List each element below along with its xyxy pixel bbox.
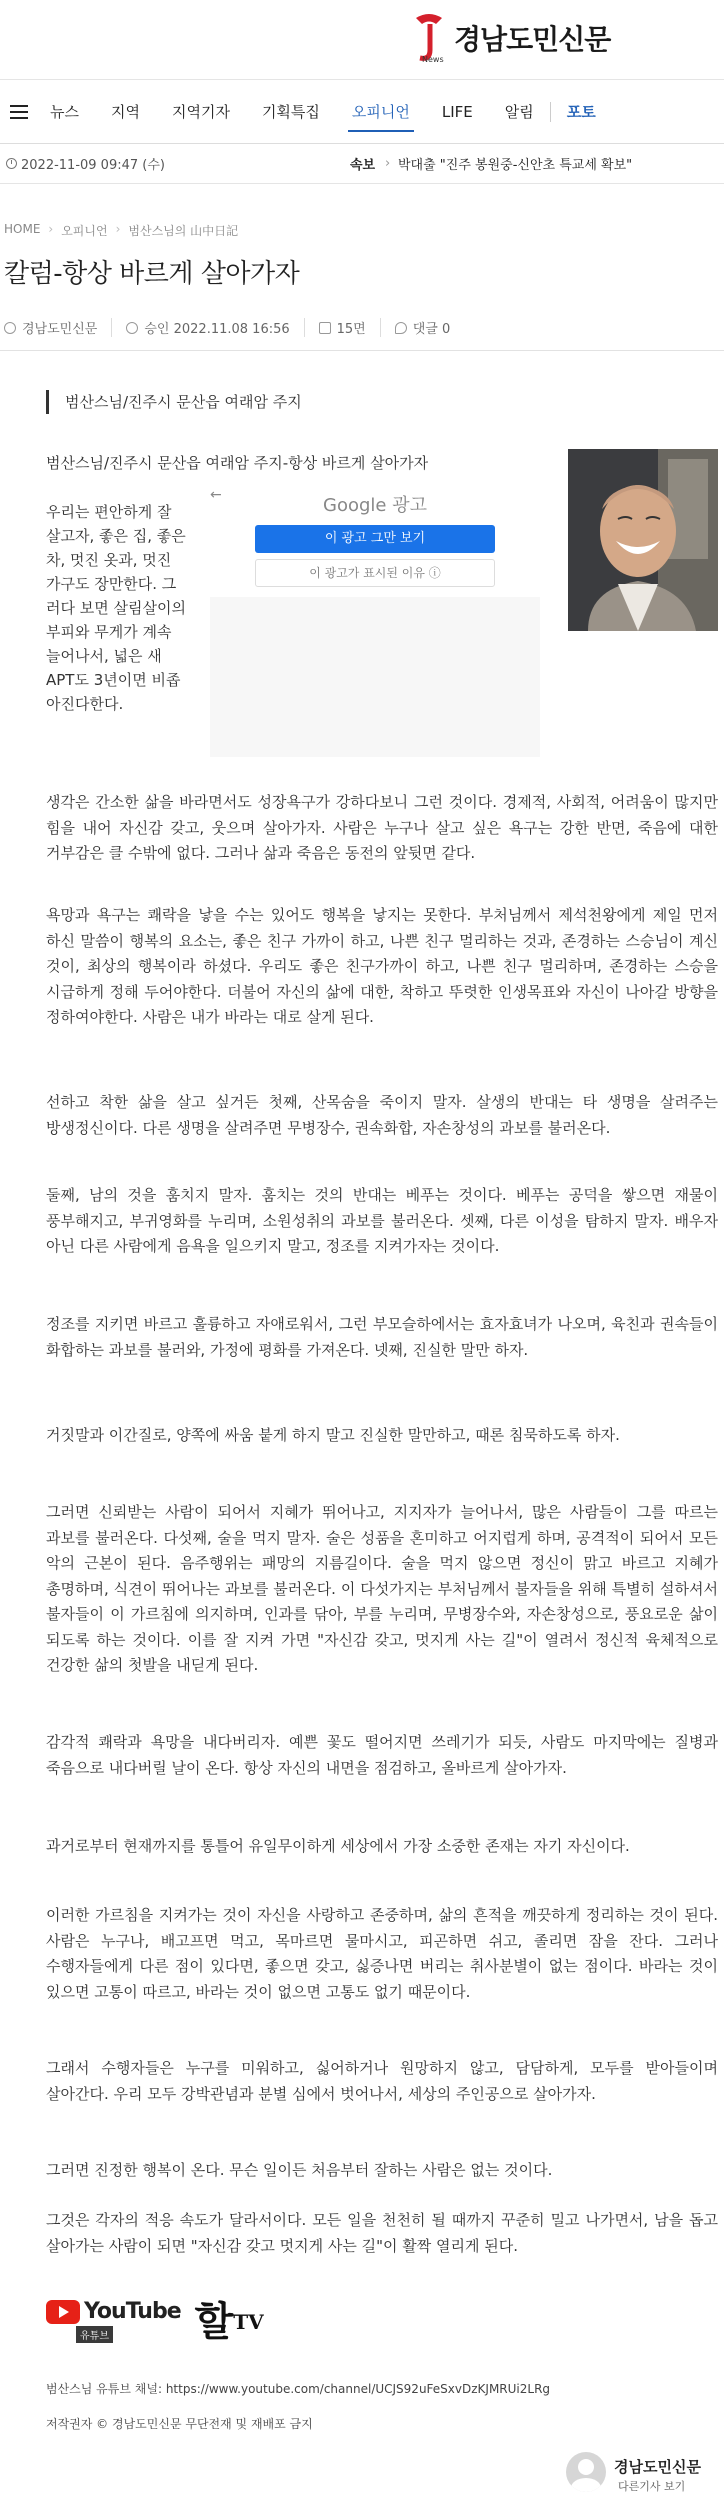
breaking-headline[interactable]: 박대출 "진주 봉원중-신안초 특교세 확보" xyxy=(398,158,633,173)
youtube-logo xyxy=(46,2300,181,2343)
svg-text:News: News xyxy=(422,55,444,64)
youtube-wordmark: YouTube xyxy=(84,2299,181,2324)
article-paragraph: 생각은 간소한 삶을 바라면서도 성장욕구가 강하다보니 그런 것이다. 경제적, 사회적, 어려움이 많지만 힘을 내어 자신감 갖고, 웃으며 살아가자. 사람은 누구나 살고 싶은 욕구는 강한 반면, 죽음에 대한 거부감은 클 수밖에 없다. 그러나 삶과 죽음은 동전의 앞뒷면 같다. xyxy=(46,793,718,862)
article-paragraph: 감각적 쾌락과 욕망을 내다버리자. 예쁜 꽃도 떨어지면 쓰레기가 되듯, 사람도 마지막에는 질병과 죽음으로 내다버릴 날이 온다. 항상 자신의 내면을 점검하고, 올바르게 살아가자. xyxy=(46,1733,718,1777)
breadcrumb-home[interactable]: HOME xyxy=(4,222,41,236)
approved-date: 승인 2022.11.08 16:56 xyxy=(144,322,290,337)
back-arrow-icon[interactable]: ← xyxy=(210,487,222,503)
nav-item-opinion[interactable]: 오피니언 xyxy=(336,80,426,144)
channel-brand-tv: TV xyxy=(233,2309,264,2334)
author-name: 경남도민신문 xyxy=(22,322,98,337)
article-paragraph: 선하고 착한 삶을 살고 싶거든 첫째, 산목숨을 죽이지 말자. 살생의 반대는 타 생명을 살려주는 방생정신이다. 다른 생명을 살려주면 무병장수, 권속화합, 자손창성의 과보를 불러온다. xyxy=(46,1093,718,1137)
reporter-card[interactable] xyxy=(566,2452,724,2495)
ad-slot xyxy=(210,487,540,757)
youtube-banner[interactable] xyxy=(46,2297,264,2345)
meta-approved xyxy=(126,318,304,337)
author-photo xyxy=(568,449,718,631)
page-number: 15면 xyxy=(336,322,366,337)
channel-brand: 할 xyxy=(194,2297,234,2345)
site-header xyxy=(0,0,724,80)
breadcrumb-section[interactable]: 범산스님의 山中日記 xyxy=(128,224,239,238)
avatar xyxy=(566,2452,606,2492)
comment-icon xyxy=(395,322,407,334)
article-paragraph: 그러면 진정한 행복이 온다. 무슨 일이든 처음부터 잘하는 사람은 없는 것이다. xyxy=(46,2161,553,2179)
nav-item-local-reporter[interactable]: 지역기자 xyxy=(171,102,230,121)
article-paragraph: 욕망과 욕구는 쾌락을 낳을 수는 있어도 행복을 낳지는 못한다. 부처님께서 제석천왕에게 제일 먼저 하신 말씀이 행복의 요소는, 좋은 친구 가까이 하고, 나쁜 친구 멀리하는 것과, 존경하는 스승님이 계신 것이, 최상의 행복이라 하셨다. 우리도 좋은 친구가까이 하고, 나쁜 친구 멀리하며, 존경하는 스승을 시급하게 정해 두어야한다. 더불어 자신의 삶에 대한, 착하고 뚜렷한 인생목표와 자신이 나아갈 방향을 정하여야한다. 사람은 내가 바라는 대로 살게 된다. xyxy=(46,906,718,1026)
youtube-sub-label: 유튜브 xyxy=(76,2326,113,2343)
datetime-text: 2022-11-09 09:47 (수) xyxy=(21,158,165,173)
article-intro: 우리는 편안하게 잘 살고자, 좋은 집, 좋은 차, 멋진 옷과, 멋진 가구도 장만한다. 그러다 보면 살림살이의 부피와 무게가 계속 늘어나서, 넓은 새 APT도 3년이면 비좁아진다한다. xyxy=(46,503,186,713)
copyright-notice: 저작권자 © 경남도민신문 무단전재 및 재배포 금지 xyxy=(46,2417,313,2431)
menu-icon[interactable] xyxy=(4,97,34,127)
ticker-bar xyxy=(0,144,724,184)
youtube-channel-link[interactable]: 범산스님 유튜브 채널: https://www.youtube.com/channel/UCJS92uFeSxvDzKJMRUi2LRg xyxy=(46,2382,551,2396)
channel-logo xyxy=(194,2297,264,2345)
breadcrumb xyxy=(4,222,238,239)
article-paragraph: 그래서 수행자들은 누구를 미워하고, 싫어하거나 원망하지 않고, 담담하게, 모두를 받아들이며 살아간다. 우리 모두 강박관념과 분별 심에서 벗어나서, 세상의 주인공으로 살아가자. xyxy=(46,2059,718,2103)
article-title: 칼럼-항상 바르게 살아가자 xyxy=(4,259,300,289)
reporter-name: 경남도민신문 xyxy=(614,2458,701,2476)
meta-page xyxy=(319,318,381,337)
site-logo[interactable] xyxy=(410,12,610,64)
divider xyxy=(0,350,724,351)
breadcrumb-separator: › xyxy=(115,222,121,236)
nav-item-news[interactable]: 뉴스 xyxy=(50,102,79,121)
newspaper-icon xyxy=(319,322,331,334)
user-icon xyxy=(4,322,16,334)
breadcrumb-separator: › xyxy=(48,222,54,236)
article-subhead: 범산스님/진주시 문산읍 여래암 주지 xyxy=(46,390,302,414)
chevron-right-icon: › xyxy=(385,156,391,171)
clock-icon xyxy=(126,322,138,334)
article-meta xyxy=(4,318,478,337)
nav-item-photo[interactable]: 포토 xyxy=(566,102,596,121)
article-lead: 범산스님/진주시 문산읍 여래암 주지-항상 바르게 살아가자 xyxy=(46,454,429,472)
nav-item-feature[interactable]: 기획특집 xyxy=(261,102,320,121)
meta-author xyxy=(4,318,112,337)
nav-item-life[interactable]: LIFE xyxy=(441,102,473,121)
current-datetime xyxy=(0,154,165,173)
comment-count: 댓글 0 xyxy=(412,322,451,337)
article-paragraph: 과거로부터 현재까지를 통틀어 유일무이하게 세상에서 가장 소중한 존재는 자기 자신이다. xyxy=(46,1837,630,1855)
more-articles-link[interactable]: 다른기사 보기 xyxy=(618,2480,686,2493)
breadcrumb-opinion[interactable]: 오피니언 xyxy=(61,224,108,238)
why-ad-button[interactable]: 이 광고가 표시된 이유 ⓘ xyxy=(255,559,495,587)
article-paragraph: 둘째, 남의 것을 훔치지 말자. 훔치는 것의 반대는 베푸는 것이다. 베푸는 공덕을 쌓으면 재물이 풍부해지고, 부귀영화를 누리며, 소원성취의 과보를 불러온다. 셋째, 다른 이성을 탐하지 말자. 배우자 아닌 다른 사람에게 음욕을 일으키지 말고, 정조를 지켜가자는 것이다. xyxy=(46,1186,718,1255)
nav-item-notice[interactable]: 알림 xyxy=(504,102,534,121)
stop-ad-button[interactable]: 이 광고 그만 보기 xyxy=(255,525,495,553)
article-paragraph: 이러한 가르침을 지켜가는 것이 자신을 사랑하고 존중하며, 삶의 흔적을 깨끗하게 정리하는 것이 된다. 사람은 누구나, 배고프면 먹고, 목마르면 물마시고, 피곤하면 쉬고, 졸리면 잠을 잔다. 그러나 수행자들에게 다른 점이 있다면, 좋으면 갖고, 싫증나면 버리는 취사분별이 없는 점이다. 바라는 것이 있으면 고통이 따르고, 바라는 것이 없으면 고통도 없기 때문이다. xyxy=(46,1906,718,2001)
clock-icon xyxy=(6,158,17,169)
site-name: 경남도민신문 xyxy=(454,23,611,56)
logo-mark-icon xyxy=(410,12,448,64)
article-paragraph: 그것은 각자의 적응 속도가 달라서이다. 모든 일을 천천히 될 때까지 꾸준히 밀고 나가면서, 남을 돕고 살아가는 사람이 되면 "자신감 갖고 멋지게 사는 길"이 활짝 열리게 된다. xyxy=(46,2211,718,2255)
main-nav xyxy=(0,80,724,144)
article-paragraph: 거짓말과 이간질로, 양쪽에 싸움 붙게 하지 말고 진실한 말만하고, 때론 침묵하도록 하자. xyxy=(46,1426,620,1444)
meta-comments[interactable] xyxy=(395,318,465,337)
nav-item-region[interactable]: 지역 xyxy=(110,102,140,121)
article-paragraph: 정조를 지키면 바르고 훌륭하고 자애로워서, 그런 부모슬하에서는 효자효녀가 나오며, 육친과 권속들이 화합하는 과보를 불러와, 가정에 평화를 가져온다. 넷째, 진실한 말만 하자. xyxy=(46,1315,718,1359)
ad-provider: Google 광고 xyxy=(323,495,427,516)
article-paragraph: 그러면 신뢰받는 사람이 되어서 지혜가 뛰어나고, 지지자가 늘어나서, 많은 사람들이 그를 따르는 과보를 불러온다. 다섯째, 술을 먹지 말자. 술은 성품을 혼미하고 어지럽게 하며, 공격적이 되어서 모든 악의 근본이 된다. 음주행위는 패망의 지름길이다. 술을 먹지 않으면 정신이 맑고 바르고 지혜가 총명하며, 식견이 뛰어나는 과보를 불러온다. 이 다섯가지는 부처님께서 불자들을 위해 특별히 설하셔서 불자들이 이 가르침에 의지하며, 인과를 닦아, 부를 누리며, 무병장수와, 자손창성으로, 풍요로운 삶이 되도록 하는 것이다. 이를 잘 지켜 가면 "자신감 갖고, 멋지게 사는 길"이 열려서 정신적 육체적으로 건강한 삶의 첫발을 내딛게 된다. xyxy=(46,1503,718,1674)
youtube-play-icon xyxy=(46,2300,80,2324)
ad-background xyxy=(210,597,540,757)
breaking-label: 속보 xyxy=(350,158,376,173)
